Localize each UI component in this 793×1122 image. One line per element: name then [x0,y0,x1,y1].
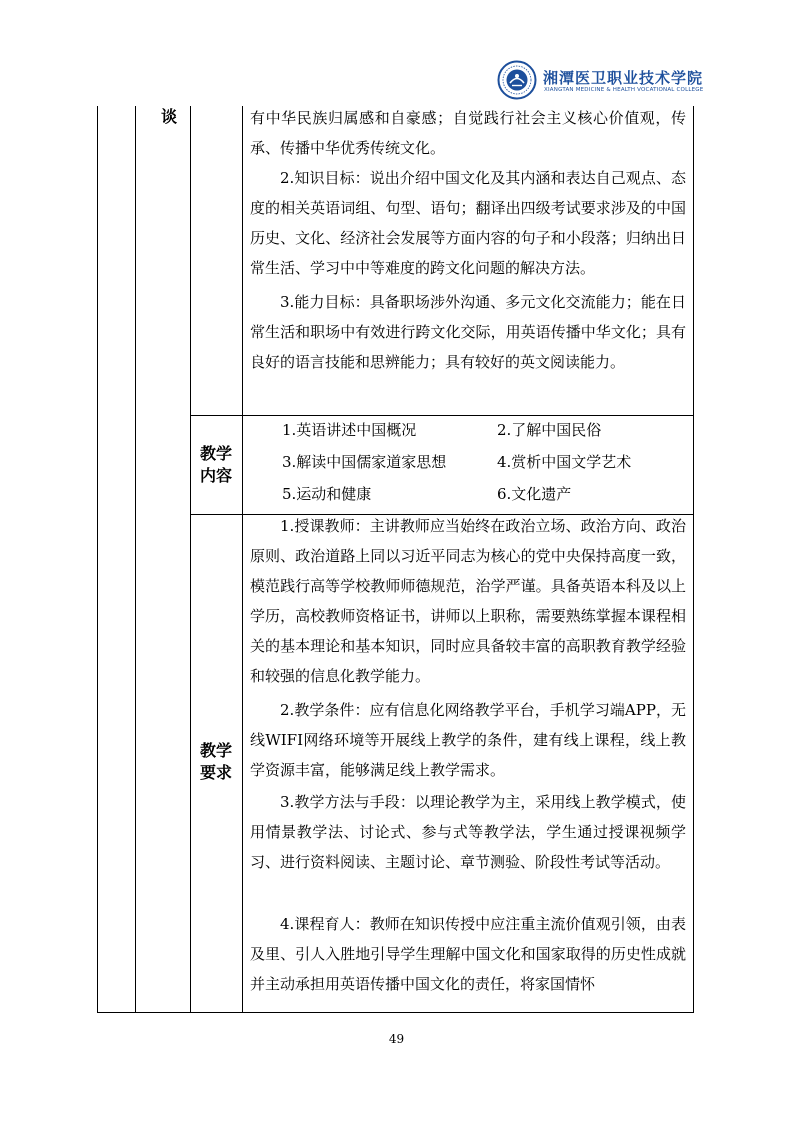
page-number: 49 [388,1032,405,1046]
table-border-left [97,106,98,1013]
requirements-paragraph: 4.课程育人：教师在知识传授中应注重主流价值观引领，由表及里、引人入胜地引导学生理解中国文化和国家取得的历史性成就并主动承担用英语传播中国文化的责任，将家国情怀 [250,915,686,993]
content-item: 3.解读中国儒家道家思想 [282,453,447,471]
teaching-requirements-label-line: 教学 [199,741,232,760]
objectives-paragraph: 有中华民族归属感和自豪感；自觉践行社会主义核心价值观，传承、传播中华优秀传统文化。 [250,109,686,157]
content-item: 2.了解中国民俗 [497,421,602,439]
objectives-paragraph: 3.能力目标：具备职场涉外沟通、多元文化交流能力；能在日常生活和职场中有效进行跨文化交际，用英语传播中华文化；具有良好的语言技能和思辨能力；具有较好的英文阅读能力。 [250,293,686,371]
college-emblem-icon [497,60,537,100]
content-item: 5.运动和健康 [282,485,372,503]
table-border-bottom [97,1012,694,1013]
requirements-paragraph: 2.教学条件：应有信息化网络教学平台，手机学习端APP，无线WIFI网络环境等开展线上教学的条件，建有线上课程，线上教学资源丰富，能够满足线上教学需求。 [250,701,686,779]
course-name-char: 谈 [160,107,177,126]
table-column-divider-1 [135,106,136,1013]
teaching-content-label-line: 内容 [199,466,232,485]
teaching-requirements-label-line: 要求 [199,763,232,782]
table-column-divider-3 [242,106,243,1013]
content-item: 1.英语讲述中国概况 [282,421,417,439]
row-divider-content [190,415,694,416]
objectives-paragraph: 2.知识目标：说出介绍中国文化及其内涵和表达自己观点、态度的相关英语词组、句型、语句；翻译出四级考试要求涉及的中国历史、文化、经济社会发展等方面内容的句子和小段落；归纳出日常生活、学习中中等难度的跨文化问题的解决方法。 [250,169,686,277]
content-item: 6.文化遗产 [497,485,572,503]
table-border-right [693,106,694,1013]
college-logo [497,60,704,100]
college-english-name: XIANGTAN MEDICINE & HEALTH VOCATIONAL COLLEGE [544,87,704,93]
teaching-requirements-label [190,740,242,784]
teaching-content-label [190,443,242,487]
table-column-divider-2 [190,106,191,1013]
content-item: 4.赏析中国文学艺术 [497,453,632,471]
requirements-paragraph: 1.授课教师：主讲教师应当始终在政治立场、政治方向、政治原则、政治道路上同以习近平同志为核心的党中央保持高度一致，模范践行高等学校教师师德规范，治学严谨。具备英语本科及以上学历，高校教师资格证书，讲师以上职称，需要熟练掌握本课程相关的基本理论和基本知识，同时应具备较丰富的高职教育教学经验和较强的信息化教学能力。 [250,517,686,685]
requirements-paragraph: 3.教学方法与手段：以理论教学为主，采用线上教学模式，使用情景教学法、讨论式、参与式等教学法，学生通过授课视频学习、进行资料阅读、主题讨论、章节测验、阶段性考试等活动。 [250,793,686,871]
teaching-content-label-line: 教学 [199,444,232,463]
college-name: 湘潭医卫职业技术学院 [543,69,704,87]
